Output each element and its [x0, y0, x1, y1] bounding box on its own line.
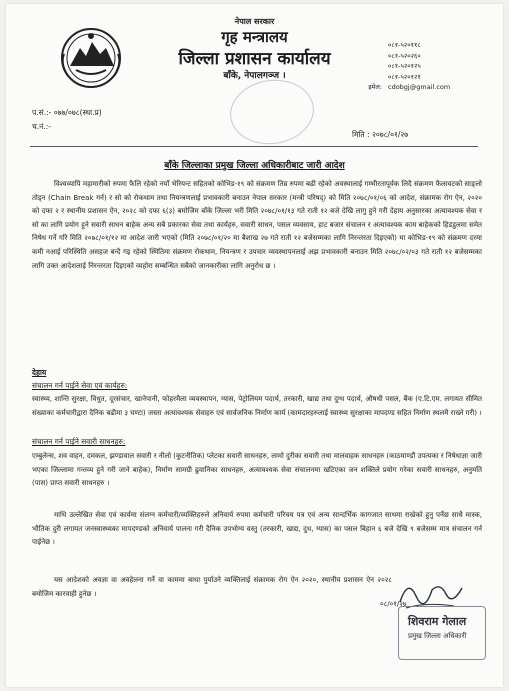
contact-row-email: इमेल: cdobgj@gmail.com: [368, 83, 451, 91]
vehicles-paragraph: एम्बुलेन्स, शव वाहन, दमकल, झण्डावाल सवारी र नीलो (कुटनीतिक) प्लेटका सवारी साधनहरु, लामो दुरीका सवारी तथा मालवाहक साधनहरु (काठमाण्डौं उपत्यका र निषेधाज्ञा जारी भएका जिल्लामा गन्तव्य हुने गरी जाने बाहेक), निर्माण सामग्री ढुवानिका साधनहरु, अत्यावश्यक सेवा संचालनमा खटिएका जन शक्तिले प्रयोग गरेका सवारी साधनहरु, अनुमति (पास) प्राप्त सवारी साधनहरु ।: [32, 452, 482, 488]
services-paragraph: स्वास्थ्य, शान्ति सुरक्षा, विधुत, दूरसंचार, खानेपानी, फोहरमैला व्यवस्थापन, ग्यास, पेट्रोलियम पदार्थ, तरकारी, खाद्य तथा दुग्ध पदार्थ, औषधी पसल, बैंक (ए.टि.एम. लगायत सीमित संख्याका कर्मचारीद्वारा दैनिक बढीमा ३ घण्टा) जस्ता अत्यावश्यक सेवाहरु एवं सार्वजनिक निर्माण कार्य (कामदारहरुलाई स्वास्थ्य सुरक्षाका मापदण्ड सहित निर्माण स्थलमै राख्ने गरी) ।: [32, 395, 482, 417]
dehay-heading: देहाय: [32, 368, 47, 377]
contact-block: [360, 40, 450, 93]
compliance-paragraph: माथि उल्लेखित सेवा एवं कार्यमा संलग्न कर्मचारी/व्यक्तिहरुले अनिवार्य रुपमा कर्मचारी परिचय पत्र एवं अन्य सान्दर्भिक कागजात साथमा राखेको हुनु पर्नेछ साथै मास्क, भौतिक दुरी लगायत जनस्वास्थ्यका मापदण्डको अनिवार्य पालना गरी दैनिक उपभोग्य वस्तु (तरकारी, खाद्य, दुध, ग्यास) का पसल बिहान ६ बजे देखि ९ बजेसम्म मात्र संचालन गर्न पाईनेछ ।: [32, 511, 482, 547]
dispatch-number: च.नं.:-: [32, 122, 51, 131]
signatory-name: शिवराम गेलाल: [408, 615, 467, 628]
contact-row: ०८१-५२०१२१: [388, 72, 421, 81]
office-name: जिल्ला प्रशासन कार्यालय: [178, 49, 331, 69]
government-name: नेपाल सरकार: [234, 17, 275, 26]
contact-row: ०८१-५२०२६०: [388, 51, 421, 60]
intro-paragraph: विश्वव्यापि महामारीको रुपमा फैलि रहेको नयाँ भेरियन्ट सहितको कोभिड-१९ को संक्रमण तिव्र रुपमा बढी रहेको अवस्थालाई गम्भीरतापूर्वक लिदै संक्रमण फैलावटको साङ्लो तोड्न (Chain Break गर्न) र सो को रोकथाम तथा नियन्त्रणलाई प्रभावकारी बनाउन नेपाल सरकार (मन्त्री परिषद्) को मिति २०७८/०१/०६ को आदेश, संक्रामक रोग ऐन, २०२० को दफा २ र स्थानीय प्रशासन ऐन, २०२८ को दफा ६(३) बमोजिम बाँके जिल्ला भरी मिति २०७८/०१/१३ गते राती १२ बजे देखि लागु हुने गरी देहाय अनुसारका अत्यावश्यक सेवा र सो का लागि प्रयोग हुने सवारी साधन बाहेक अन्य सबै प्रकारका सेवा तथा कार्यहरु, सवारी साधन, पसल व्यवसाय, हाट बजार संचालन र अत्यावश्यक काम बाहेकको हिडडुलमा समेत निषेध गर्ने गरि मिति २०७८/०१/१२ मा आदेश जारी भएको (मिति २०७८/०१/२० मा बैशाख २७ गते राती १२ बजेसम्मका लागि निरन्तरता दिइएको) मा कोभिड-१९ को संक्रमण दरमा कमी नआई परिस्थिति असहज बन्दै गइ रहेको स्थितिमा संक्रमण रोकथाम, नियन्त्रण र उपचार व्यवस्थापनलाई अझ प्रभावकारी बनाउन मिति २०७८/०२/०३ गते राती १२ बजेसम्मका लागि उक्त आदेशलाई निरन्तरता दिइएको व्यहोरा सम्बन्धित सबैको जानकारीका लागि अनुरोध छ ।: [32, 180, 482, 270]
signatory-designation: प्रमुख जिल्ला अधिकारी: [408, 632, 467, 640]
order-title: बाँके जिल्लाका प्रमुख जिल्ला अधिकारीबाट जारी आदेश: [164, 161, 345, 171]
contact-row: ०८१-५२०११८: [388, 41, 421, 49]
contact-row: ०८१-५२०१२५: [388, 62, 421, 70]
office-location: बाँके, नेपालगञ्ज ।: [223, 71, 286, 81]
letter-date: मिति : २०७८/०१/२७: [352, 130, 409, 139]
signature-date: ०८/०१/२७: [380, 600, 407, 608]
ministry-name: गृह मन्त्रालय: [221, 28, 288, 46]
reference-number: प.सं.:- ०७७/०७८(स्था.प्र): [32, 108, 102, 117]
services-heading: संचालन गर्न पाईने सेवा एवं कार्यहरु:: [32, 381, 128, 390]
header-divider: [30, 146, 478, 147]
vehicles-heading: संचालन गर्न पाईने सवारी साधनहरु:: [32, 437, 126, 446]
penalty-paragraph: यस आदेशको अवज्ञा वा अवहेलना गर्ने वा काममा बाधा पुर्याउने व्यक्तिलाई संक्रामक रोग ऐन २०२०, स्थानीय प्रशासन ऐन २०२८ बमोजिम कारवाही हुनेछ ।: [32, 576, 392, 598]
